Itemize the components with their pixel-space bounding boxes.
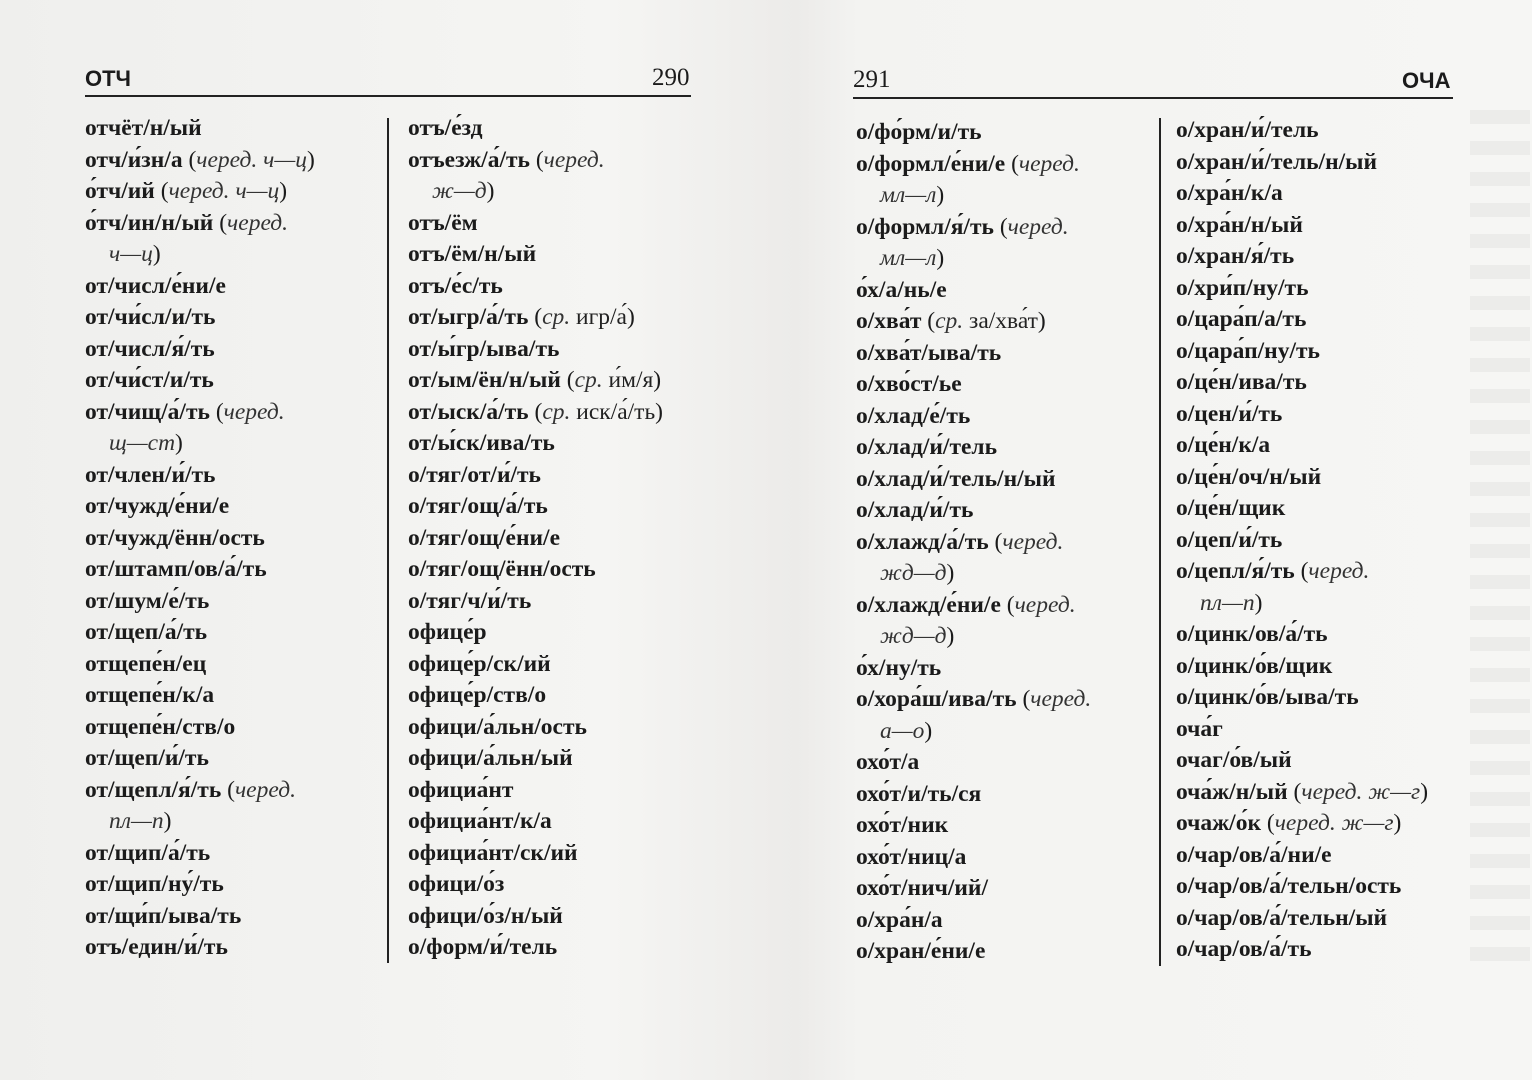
dictionary-entry bbox=[85, 649, 315, 681]
column-4 bbox=[1176, 115, 1428, 966]
entry-headword: оча́ж/н/ый bbox=[1176, 778, 1288, 805]
dictionary-entry: о/хлажд/е́ни/е (черед. bbox=[856, 591, 1076, 618]
entry-headword: о/тяг/ощ/ённ/ость bbox=[408, 556, 596, 582]
entry-headword: о/форм/и́/тель bbox=[408, 934, 558, 960]
entry-alternation: а—о bbox=[880, 717, 925, 744]
dictionary-entry bbox=[408, 932, 663, 964]
dictionary-entry: о/формл/я́/ть (черед. bbox=[856, 213, 1069, 240]
dictionary-entry bbox=[85, 712, 315, 744]
dictionary-entry bbox=[408, 743, 663, 775]
dictionary-entry bbox=[408, 208, 663, 240]
entry-continuation: жд—д) bbox=[880, 623, 955, 649]
entry-headword: о/це́н/щик bbox=[1176, 495, 1286, 521]
dictionary-entry: оча́ж/н/ый (черед. ж—г) bbox=[1176, 778, 1429, 805]
dictionary-entry: о/цепл/я́/ть (черед. bbox=[1176, 558, 1370, 584]
column-2 bbox=[408, 113, 663, 964]
dictionary-entry bbox=[856, 432, 1091, 464]
entry-headword: о/цепл/я́/ть bbox=[1176, 558, 1295, 584]
dictionary-entry bbox=[85, 617, 315, 649]
dictionary-entry bbox=[408, 649, 663, 681]
entry-alternation: ж—г bbox=[1368, 778, 1421, 805]
dictionary-entry bbox=[1176, 682, 1428, 714]
dictionary-entry bbox=[408, 554, 663, 586]
entry-label: черед. bbox=[1014, 591, 1076, 618]
entry-label: черед. bbox=[1030, 686, 1092, 712]
entry-headword: о/хран/е́ни/е bbox=[856, 938, 986, 964]
entry-headword: о/хран/и́/тель bbox=[1176, 117, 1319, 143]
entry-label: черед. bbox=[1308, 558, 1370, 584]
page-number: 290 bbox=[652, 64, 690, 91]
dictionary-entry bbox=[1176, 336, 1428, 368]
entry-continuation: мл—л) bbox=[880, 182, 945, 208]
dictionary-entry bbox=[1176, 178, 1428, 210]
dictionary-entry bbox=[1176, 525, 1428, 557]
entry-headword: о/фо́рм/и/ть bbox=[856, 119, 982, 145]
entry-headword: отъезж/а́/ть bbox=[408, 146, 530, 173]
entry-continuation: а—о) bbox=[880, 717, 933, 744]
dictionary-entry bbox=[1176, 430, 1428, 462]
dictionary-entry bbox=[1176, 619, 1428, 651]
entry-alternation: мл—л bbox=[880, 182, 937, 208]
entry-continuation: мл—л) bbox=[880, 245, 945, 271]
entry-label: черед. bbox=[1018, 150, 1080, 177]
entry-headword: о/цен/и́/ть bbox=[1176, 400, 1283, 427]
entry-headword: о/хва́т bbox=[856, 308, 922, 334]
entry-headword: о/чар/ов/а́/тельн/ость bbox=[1176, 873, 1402, 899]
entry-headword: офице́р/ск/ий bbox=[408, 650, 551, 677]
entry-headword: очаж/о́к bbox=[1176, 810, 1262, 836]
entry-headword: о/чар/ов/а́/ни/е bbox=[1176, 841, 1332, 868]
dictionary-entry bbox=[1176, 115, 1428, 147]
dictionary-entry bbox=[856, 747, 1091, 779]
entry-headword: официа́нт/ск/ий bbox=[408, 839, 578, 866]
entry-headword: отъ/ём/н/ый bbox=[408, 241, 537, 267]
entry-headword: о/цинк/о́в/щик bbox=[1176, 652, 1333, 679]
entry-headword: о/хран/и́/тель/н/ый bbox=[1176, 148, 1378, 175]
entry-label: черед. bbox=[1007, 213, 1069, 240]
dictionary-entry bbox=[856, 338, 1091, 370]
dictionary-entry bbox=[85, 680, 315, 712]
entry-headword: охо́т/нич/ий/ bbox=[856, 875, 989, 901]
entry-headword: от/ыск/а́/ть bbox=[408, 398, 529, 425]
dictionary-entry: о/хлажд/а́/ть (черед. bbox=[856, 528, 1064, 555]
dictionary-entry bbox=[1176, 210, 1428, 242]
show-through-text bbox=[1470, 110, 1530, 970]
entry-headword: о́х/а/нь/е bbox=[856, 276, 947, 303]
entry-headword: офици/о́з/н/ый bbox=[408, 902, 563, 929]
dictionary-entry: о́тч/ин/н/ый (черед. bbox=[85, 209, 289, 236]
dictionary-entry bbox=[85, 586, 315, 618]
dictionary-entry bbox=[85, 901, 315, 933]
dictionary-entry bbox=[856, 369, 1091, 401]
dictionary-entry bbox=[408, 617, 663, 649]
dictionary-entry bbox=[408, 460, 663, 492]
dictionary-entry bbox=[1176, 304, 1428, 336]
entry-headword: от/щеп/и́/ть bbox=[85, 745, 209, 771]
dictionary-entry bbox=[408, 428, 663, 460]
entry-label: ср. bbox=[542, 398, 571, 425]
column-divider bbox=[387, 118, 389, 963]
entry-headword: о/тяг/ч/и́/ть bbox=[408, 587, 532, 614]
dictionary-entry: о/хора́ш/ива/ть (черед. bbox=[856, 686, 1092, 712]
header-rule bbox=[853, 97, 1453, 99]
entry-headword: о/хри́п/ну/ть bbox=[1176, 274, 1309, 301]
entry-headword: о/хлад/и́/ть bbox=[856, 497, 974, 523]
entry-headword: отъ/е́зд bbox=[408, 115, 483, 141]
entry-headword: офице́р/ств/о bbox=[408, 682, 547, 708]
entry-alternation: пл—п bbox=[109, 808, 164, 834]
entry-headword: от/чужд/е́ни/е bbox=[85, 493, 230, 519]
dictionary-entry bbox=[85, 491, 315, 523]
entry-headword: офици/а́льн/ый bbox=[408, 745, 573, 771]
entry-headword: о/хва́т/ыва/ть bbox=[856, 339, 1002, 366]
entry-headword: о/цара́п/а/ть bbox=[1176, 306, 1307, 332]
entry-headword: о/хлад/и́/тель/н/ый bbox=[856, 465, 1056, 492]
entry-headword: охо́т/ниц/а bbox=[856, 843, 967, 870]
dictionary-entry: отч/и́зн/а (черед. ч—ц) bbox=[85, 146, 315, 173]
dictionary-entry: от/щепл/я́/ть (черед. bbox=[85, 776, 296, 803]
entry-alternation: жд—д bbox=[880, 560, 947, 586]
entry-headword: о/цара́п/ну/ть bbox=[1176, 337, 1320, 364]
entry-headword: охо́т/ник bbox=[856, 812, 949, 838]
dictionary-entry bbox=[856, 936, 1091, 968]
dictionary-entry bbox=[408, 775, 663, 807]
dictionary-entry bbox=[856, 779, 1091, 811]
entry-headword: официа́нт bbox=[408, 776, 514, 803]
entry-headword: отъ/един/и́/ть bbox=[85, 934, 228, 960]
entry-alternation: ж—г bbox=[1341, 810, 1394, 836]
dictionary-entry bbox=[1176, 903, 1428, 935]
dictionary-entry bbox=[85, 365, 315, 397]
entry-label: черед. bbox=[1002, 528, 1064, 555]
entry-headword: о/хра́н/а bbox=[856, 906, 943, 933]
dictionary-entry bbox=[408, 806, 663, 838]
dictionary-entry bbox=[85, 932, 315, 964]
running-head: ОТЧ bbox=[85, 66, 132, 91]
dictionary-entry: о́тч/ий (черед. ч—ц) bbox=[85, 178, 288, 204]
entry-headword: охо́т/а bbox=[856, 749, 920, 775]
dictionary-entry bbox=[1176, 462, 1428, 494]
dictionary-entry bbox=[856, 495, 1091, 527]
entry-continuation: пл—п) bbox=[1200, 589, 1263, 616]
entry-headword: о/це́н/оч/н/ый bbox=[1176, 463, 1322, 490]
dictionary-entry: о/формл/е́ни/е (черед. bbox=[856, 150, 1080, 177]
dictionary-entry: очаж/о́к (черед. ж—г) bbox=[1176, 810, 1402, 836]
entry-headword: о/хлажд/а́/ть bbox=[856, 528, 989, 555]
entry-headword: от/щи́п/ыва/ть bbox=[85, 902, 242, 929]
entry-headword: о/тяг/ощ/а́/ть bbox=[408, 493, 548, 519]
dictionary-entry bbox=[1176, 241, 1428, 273]
dictionary-entry bbox=[1176, 745, 1428, 777]
entry-label: черед. bbox=[1301, 778, 1363, 805]
entry-headword: о/цинк/ов/а́/ть bbox=[1176, 621, 1328, 647]
entry-headword: отч/и́зн/а bbox=[85, 146, 183, 173]
entry-label: черед. bbox=[234, 776, 296, 803]
dictionary-entry bbox=[85, 271, 315, 303]
entry-headword: отъ/е́с/ть bbox=[408, 272, 503, 299]
entry-headword: от/чи́ст/и/ть bbox=[85, 367, 214, 393]
entry-headword: от/числ/я́/ть bbox=[85, 335, 215, 362]
entry-headword: о/чар/ов/а́/ть bbox=[1176, 936, 1312, 962]
entry-label: черед. bbox=[196, 146, 258, 173]
dictionary-entry bbox=[408, 901, 663, 933]
entry-headword: от/щип/ну́/ть bbox=[85, 871, 224, 897]
dictionary-entry bbox=[85, 869, 315, 901]
entry-headword: охо́т/и/ть/ся bbox=[856, 780, 982, 807]
dictionary-entry: от/ыгр/а́/ть (ср. игр/а́) bbox=[408, 304, 635, 330]
entry-continuation: щ—ст) bbox=[109, 430, 183, 456]
dictionary-entry bbox=[85, 113, 315, 145]
entry-headword: от/член/и́/ть bbox=[85, 461, 216, 488]
entry-label: черед. bbox=[543, 146, 605, 173]
entry-headword: офици/а́льн/ость bbox=[408, 713, 587, 740]
entry-headword: от/ы́гр/ыва/ть bbox=[408, 335, 560, 362]
dictionary-entry bbox=[1176, 840, 1428, 872]
entry-headword: о/хран/я́/ть bbox=[1176, 243, 1295, 269]
column-1 bbox=[85, 113, 315, 964]
entry-headword: о/цеп/и́/ть bbox=[1176, 526, 1283, 553]
entry-alternation: ч—ц bbox=[263, 146, 308, 173]
dictionary-entry bbox=[856, 401, 1091, 433]
entry-alternation: ч—ц bbox=[109, 241, 153, 267]
dictionary-entry bbox=[408, 271, 663, 303]
column-divider bbox=[1159, 118, 1161, 966]
header-rule bbox=[85, 95, 691, 97]
entry-continuation: ч—ц) bbox=[109, 241, 161, 267]
dictionary-entry bbox=[85, 460, 315, 492]
entry-label: ср. bbox=[542, 304, 571, 330]
dictionary-entry bbox=[856, 905, 1091, 937]
entry-headword: от/чи́сл/и/ть bbox=[85, 304, 216, 330]
entry-alternation: ч—ц bbox=[235, 178, 280, 204]
entry-label: ср. bbox=[935, 308, 964, 334]
entry-headword: о́тч/ин/н/ый bbox=[85, 209, 214, 236]
dictionary-entry bbox=[408, 712, 663, 744]
column-3 bbox=[856, 117, 1091, 968]
dictionary-entry bbox=[85, 523, 315, 555]
dictionary-entry bbox=[856, 873, 1091, 905]
dictionary-entry bbox=[856, 842, 1091, 874]
entry-alternation: щ—ст bbox=[109, 430, 176, 456]
dictionary-entry: от/чищ/а́/ть (черед. bbox=[85, 398, 285, 425]
entry-label: черед. bbox=[168, 178, 230, 204]
dictionary-entry bbox=[85, 743, 315, 775]
entry-headword: о/тяг/ощ/е́ни/е bbox=[408, 524, 561, 551]
entry-headword: о/формл/я́/ть bbox=[856, 213, 994, 240]
dictionary-entry bbox=[408, 491, 663, 523]
dictionary-entry: отъезж/а́/ть (черед. bbox=[408, 146, 605, 173]
dictionary-entry bbox=[856, 464, 1091, 496]
dictionary-entry bbox=[408, 334, 663, 366]
entry-headword: от/ы́ск/ива/ть bbox=[408, 430, 555, 456]
entry-headword: о́тч/ий bbox=[85, 178, 155, 204]
entry-reference: и́м/я bbox=[608, 367, 654, 393]
dictionary-entry bbox=[85, 554, 315, 586]
dictionary-entry bbox=[1176, 399, 1428, 431]
entry-headword: о/це́н/ива/ть bbox=[1176, 369, 1307, 395]
entry-label: ср. bbox=[574, 367, 603, 393]
entry-headword: офице́р bbox=[408, 619, 487, 645]
entry-headword: отщепе́н/ец bbox=[85, 650, 207, 677]
entry-alternation: пл—п bbox=[1200, 589, 1255, 616]
entry-continuation: жд—д) bbox=[880, 560, 955, 586]
dictionary-entry bbox=[1176, 273, 1428, 305]
entry-headword: отщепе́н/к/а bbox=[85, 682, 215, 708]
dictionary-entry bbox=[856, 810, 1091, 842]
entry-headword: о́х/ну/ть bbox=[856, 654, 942, 681]
entry-headword: от/чужд/ённ/ость bbox=[85, 524, 265, 551]
dictionary-entry bbox=[408, 586, 663, 618]
dictionary-entry bbox=[856, 275, 1091, 307]
entry-headword: от/щепл/я́/ть bbox=[85, 776, 222, 803]
entry-headword: от/шум/е́/ть bbox=[85, 587, 210, 614]
entry-headword: офици/о́з bbox=[408, 871, 505, 897]
entry-reference: иск/а́/ть bbox=[576, 398, 656, 425]
entry-headword: отчёт/н/ый bbox=[85, 115, 202, 141]
entry-headword: о/хлажд/е́ни/е bbox=[856, 591, 1001, 618]
dictionary-entry bbox=[408, 523, 663, 555]
dictionary-entry bbox=[1176, 493, 1428, 525]
entry-headword: от/штамп/ов/а́/ть bbox=[85, 556, 267, 582]
dictionary-entry bbox=[1176, 651, 1428, 683]
dictionary-entry bbox=[408, 869, 663, 901]
entry-continuation: ж—д) bbox=[432, 178, 495, 204]
dictionary-entry bbox=[408, 113, 663, 145]
dictionary-entry bbox=[856, 653, 1091, 685]
entry-headword: о/чар/ов/а́/тельн/ый bbox=[1176, 904, 1388, 931]
dictionary-entry: от/ыск/а́/ть (ср. иск/а́/ть) bbox=[408, 398, 663, 425]
dictionary-entry bbox=[85, 302, 315, 334]
entry-headword: о/хво́ст/ье bbox=[856, 371, 962, 397]
entry-headword: официа́нт/к/а bbox=[408, 808, 552, 834]
entry-alternation: ж—д bbox=[432, 178, 487, 204]
entry-reference: за/хва́т bbox=[969, 308, 1038, 334]
entry-continuation: пл—п) bbox=[109, 808, 172, 834]
dictionary-entry bbox=[1176, 367, 1428, 399]
entry-headword: от/ым/ён/н/ый bbox=[408, 367, 561, 393]
entry-headword: о/цинк/о́в/ыва/ть bbox=[1176, 684, 1359, 710]
entry-label: черед. bbox=[1274, 810, 1336, 836]
entry-headword: отъ/ём bbox=[408, 209, 478, 236]
entry-headword: о/хра́н/к/а bbox=[1176, 180, 1283, 206]
entry-headword: о/хлад/е́/ть bbox=[856, 402, 971, 429]
dictionary-entry bbox=[408, 680, 663, 712]
dictionary-entry bbox=[1176, 871, 1428, 903]
entry-label: черед. bbox=[223, 398, 285, 425]
entry-headword: о/це́н/к/а bbox=[1176, 432, 1271, 458]
entry-headword: от/ыгр/а́/ть bbox=[408, 304, 529, 330]
dictionary-entry bbox=[1176, 934, 1428, 966]
dictionary-entry bbox=[85, 334, 315, 366]
dictionary-entry: от/ым/ён/н/ый (ср. и́м/я) bbox=[408, 367, 662, 393]
running-head: ОЧА bbox=[1402, 68, 1451, 93]
dictionary-entry: о/хва́т (ср. за/хва́т) bbox=[856, 308, 1046, 334]
entry-alternation: мл—л bbox=[880, 245, 937, 271]
entry-headword: о/хора́ш/ива/ть bbox=[856, 686, 1017, 712]
entry-headword: о/формл/е́ни/е bbox=[856, 150, 1006, 177]
dictionary-entry bbox=[408, 838, 663, 870]
entry-headword: от/числ/е́ни/е bbox=[85, 272, 226, 299]
dictionary-entry bbox=[408, 239, 663, 271]
page-number: 291 bbox=[853, 66, 891, 93]
entry-headword: очаг/о́в/ый bbox=[1176, 747, 1292, 773]
entry-headword: о/тяг/от/и́/ть bbox=[408, 461, 541, 488]
dictionary-entry bbox=[85, 838, 315, 870]
entry-headword: оча́г bbox=[1176, 715, 1223, 742]
entry-headword: о/хлад/и́/тель bbox=[856, 434, 998, 460]
entry-headword: от/чищ/а́/ть bbox=[85, 398, 210, 425]
entry-headword: о/хра́н/н/ый bbox=[1176, 211, 1303, 238]
dictionary-entry bbox=[1176, 147, 1428, 179]
entry-headword: отщепе́н/ств/о bbox=[85, 713, 236, 740]
entry-headword: от/щеп/а́/ть bbox=[85, 619, 208, 645]
entry-headword: от/щип/а́/ть bbox=[85, 839, 211, 866]
entry-reference: игр/а́ bbox=[576, 304, 627, 330]
dictionary-entry bbox=[1176, 714, 1428, 746]
entry-alternation: жд—д bbox=[880, 623, 947, 649]
entry-label: черед. bbox=[227, 209, 289, 236]
dictionary-entry bbox=[856, 117, 1091, 149]
